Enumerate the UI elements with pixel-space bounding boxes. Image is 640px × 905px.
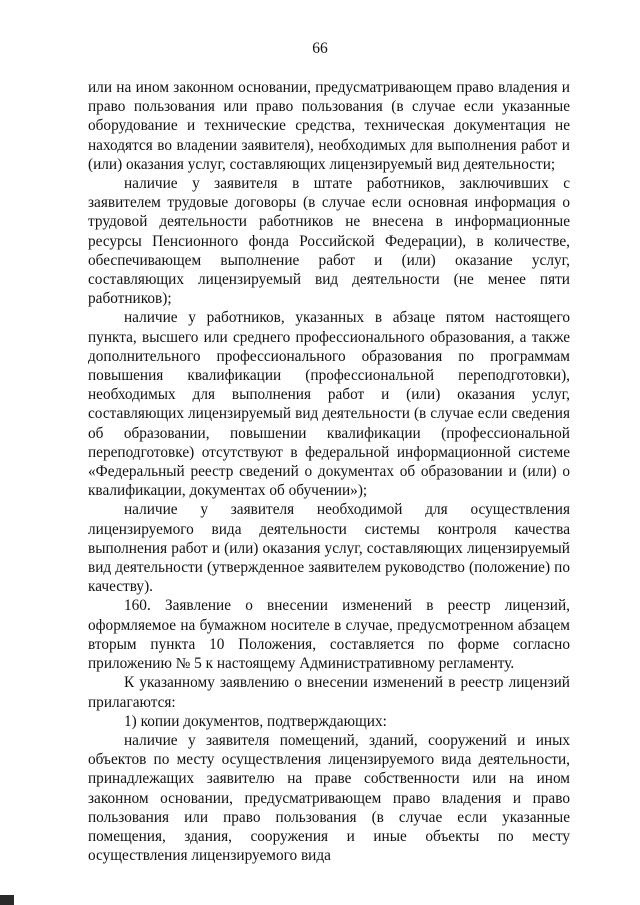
page-number: 66 [312,40,328,57]
paragraph-list-item-1: 1) копии документов, подтверждающих: [124,712,387,730]
paragraph-continuation: или на ином законном основании, предусматривающем право владения и право пользования или право пользования (в случае если указанные оборудование и технические средства, техническая документация не находятся во владении заявителя), необходимых для выполнения работ и (или) оказания услуг, составляющих лицензируемый вид деятельности; [88,79,570,173]
paragraph-premises-requirement: наличие у заявителя помещений, зданий, сооружений и иных объектов по месту осуществления лицензируемого вида деятельности, принадлежащих заявителю на праве собственности или на ином законном основании, предусматривающем право владения и право пользования или право пользования (в случае если указанные помещения, здания, сооружения и иные объекты по месту осуществления лицензируемого вида [88,731,570,865]
paragraph-attachments-intro: К указанному заявлению о внесении изменений в реестр лицензий прилагаются: [88,674,570,711]
paragraph-160: 160. Заявление о внесении изменений в реестр лицензий, оформляемое на бумажном носителе в случае, предусмотренном абзацем вторым пункта 10 Положения, составляется по форме согласно приложению № 5 к настоящему Административному регламенту. [88,597,570,673]
paragraph-staff-requirement: наличие у заявителя в штате работников, заключивших с заявителем трудовые договоры (в случае если основная информация о трудовой деятельности работников не внесена в информационные ресурсы Пенсионного фонда Российской Федерации), в количестве, обеспечивающем выполнение работ и (или) оказание услуг, составляющих лицензируемый вид деятельности (не менее пяти работников); [88,175,570,308]
document-body [88,78,570,865]
scan-corner-mark [0,895,14,905]
paragraph-education-requirement: наличие у работников, указанных в абзаце пятом настоящего пункта, высшего или среднего профессионального образования, а также дополнительного профессионального образования по программам повышения квалификации (профессиональной переподготовки), необходимых для выполнения работ и (или) оказания услуг, составляющих лицензируемый вид деятельности (в случае если сведения об образовании, повышении квалификации (профессиональной переподготовке) отсутствуют в федеральной информационной системе «Федеральный реестр сведений о документах об образовании и (или) о квалификации, документах об обучении»); [88,309,570,500]
paragraph-quality-control: наличие у заявителя необходимой для осуществления лицензируемого вида деятельности системы контроля качества выполнения работ и (или) оказания услуг, составляющих лицензируемый вид деятельности (утвержденное заявителем руководство (положение) по качеству). [88,501,570,596]
